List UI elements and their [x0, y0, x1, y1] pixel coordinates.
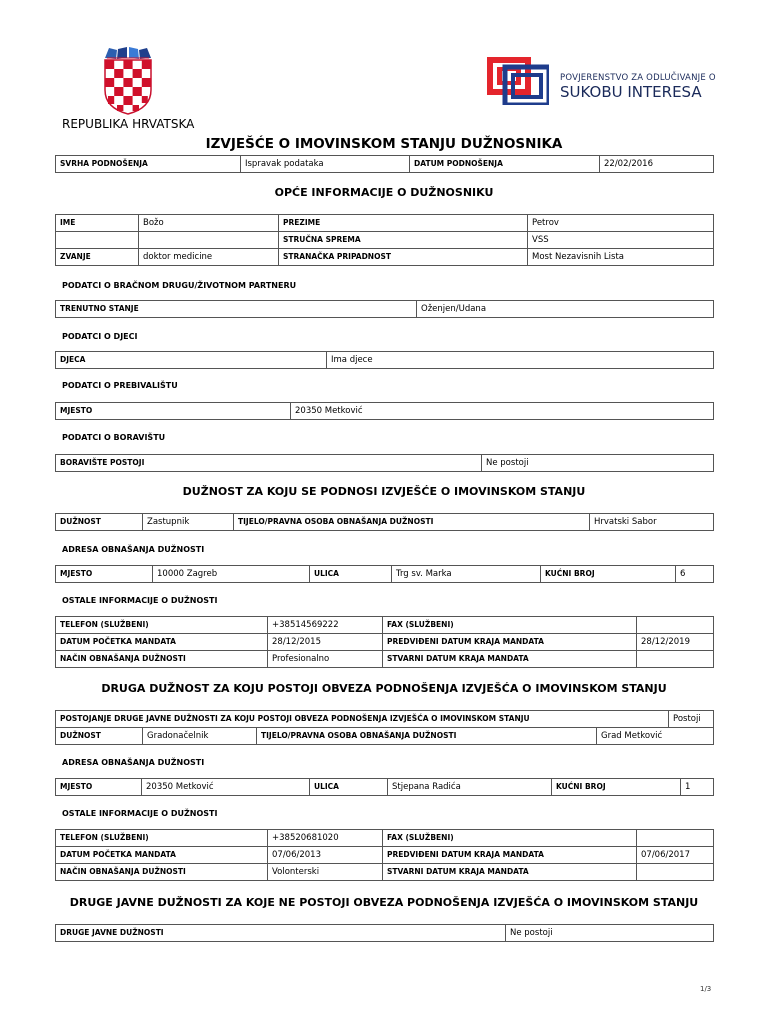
stay-heading: PODATCI O BORAVIŠTU — [62, 433, 166, 442]
children-heading: PODATCI O DJECI — [62, 332, 138, 341]
duty1-nacin-value: Profesionalno — [268, 651, 383, 668]
general-info-heading: OPĆE INFORMACIJE O DUŽNOSNIKU — [274, 186, 494, 199]
duty2-exists-value: Postoji — [669, 711, 714, 728]
duty1-aend-value — [637, 651, 714, 668]
spouse-heading: PODATCI O BRAČNOM DRUGU/ŽIVOTNOM PARTNERU — [62, 281, 297, 290]
duty1-mjesto-value: 10000 Zagreb — [153, 566, 310, 583]
coat-of-arms-logo — [100, 46, 156, 116]
prezime-value: Petrov — [528, 215, 714, 232]
duty1-kbroj-value: 6 — [676, 566, 714, 583]
spouse-table — [55, 300, 714, 318]
duty2-other-table — [55, 829, 714, 881]
duty1-duznost-label: DUŽNOST — [56, 514, 143, 531]
duty2-mjesto-label: MJESTO — [56, 779, 142, 796]
duty1-heading: DUŽNOST ZA KOJU SE PODNOSI IZVJEŠĆE O IMOVINSKOM STANJU — [182, 485, 586, 498]
residence-heading: PODATCI O PREBIVALIŠTU — [62, 381, 178, 390]
duty1-pend-label: PREDVIĐENI DATUM KRAJA MANDATA — [383, 634, 637, 651]
purpose-value: Ispravak podataka — [241, 156, 410, 173]
duty2-pend-value: 07/06/2017 — [637, 847, 714, 864]
duty2-start-value: 07/06/2013 — [268, 847, 383, 864]
duty2-other-heading: OSTALE INFORMACIJE O DUŽNOSTI — [62, 809, 218, 818]
children-table — [55, 351, 714, 369]
agency-name-line1: POVJERENSTVO ZA ODLUČIVANJE O — [560, 73, 716, 83]
duty1-tijelo-label: TIJELO/PRAVNA OSOBA OBNAŠANJA DUŽNOSTI — [234, 514, 590, 531]
duty1-fax-label: FAX (SLUŽBENI) — [383, 617, 637, 634]
zvanje-value: doktor medicine — [139, 249, 279, 266]
duty2-tel-label: TELEFON (SLUŽBENI) — [56, 830, 268, 847]
duty1-start-value: 28/12/2015 — [268, 634, 383, 651]
zvanje-label: ZVANJE — [56, 249, 139, 266]
empty-cell — [139, 232, 279, 249]
duty2-fax-label: FAX (SLUŽBENI) — [383, 830, 637, 847]
purpose-label: SVRHA PODNOŠENJA — [56, 156, 241, 173]
agency-logo — [487, 57, 549, 105]
duty2-tijelo-label: TIJELO/PRAVNA OSOBA OBNAŠANJA DUŽNOSTI — [257, 728, 597, 745]
children-label: DJECA — [56, 352, 327, 369]
duty1-ulica-label: ULICA — [310, 566, 392, 583]
date-label: DATUM PODNOŠENJA — [410, 156, 600, 173]
document-title: IZVJEŠĆE O IMOVINSKOM STANJU DUŽNOSNIKA — [205, 136, 563, 152]
prezime-label: PREZIME — [279, 215, 528, 232]
sprema-value: VSS — [528, 232, 714, 249]
duty2-ulica-value: Stjepana Radića — [388, 779, 552, 796]
ime-label: IME — [56, 215, 139, 232]
duty1-pend-value: 28/12/2019 — [637, 634, 714, 651]
sprema-label: STRUČNA SPREMA — [279, 232, 528, 249]
duty2-start-label: DATUM POČETKA MANDATA — [56, 847, 268, 864]
duty1-fax-value — [637, 617, 714, 634]
date-value: 22/02/2016 — [600, 156, 714, 173]
duty2-duznost-label: DUŽNOST — [56, 728, 143, 745]
other-duties-value: Ne postoji — [506, 925, 714, 942]
duty2-kbroj-value: 1 — [681, 779, 714, 796]
duty2-nacin-label: NAČIN OBNAŠANJA DUŽNOSTI — [56, 864, 268, 881]
residence-table — [55, 402, 714, 420]
duty1-mjesto-label: MJESTO — [56, 566, 153, 583]
duty1-address-heading: ADRESA OBNAŠANJA DUŽNOSTI — [62, 545, 205, 554]
spouse-label: TRENUTNO STANJE — [56, 301, 417, 318]
children-value: Ima djece — [327, 352, 714, 369]
duty2-duznost-value: Gradonačelnik — [143, 728, 257, 745]
duty2-mjesto-value: 20350 Metković — [142, 779, 310, 796]
duty1-tel-value: +38514569222 — [268, 617, 383, 634]
stranka-label: STRANAČKA PRIPADNOST — [279, 249, 528, 266]
stranka-value: Most Nezavisnih Lista — [528, 249, 714, 266]
duty2-tijelo-value: Grad Metković — [597, 728, 714, 745]
other-duties-heading: DRUGE JAVNE DUŽNOSTI ZA KOJE NE POSTOJI OBVEZA PODNOŠENJA IZVJEŠĆA O IMOVINSKOM STANJU — [69, 896, 699, 909]
submission-table — [55, 155, 714, 173]
duty2-aend-label: STVARNI DATUM KRAJA MANDATA — [383, 864, 637, 881]
page-number: 1/3 — [700, 985, 712, 993]
stay-value: Ne postoji — [482, 455, 714, 472]
duty2-ulica-label: ULICA — [310, 779, 388, 796]
stay-label: BORAVIŠTE POSTOJI — [56, 455, 482, 472]
residence-value: 20350 Metković — [291, 403, 714, 420]
ime-value: Božo — [139, 215, 279, 232]
duty1-aend-label: STVARNI DATUM KRAJA MANDATA — [383, 651, 637, 668]
duty2-address-table — [55, 778, 714, 796]
duty1-start-label: DATUM POČETKA MANDATA — [56, 634, 268, 651]
republika-hrvatska-label: REPUBLIKA HRVATSKA — [62, 117, 195, 131]
spouse-value: Oženjen/Udana — [417, 301, 714, 318]
duty2-tel-value: +38520681020 — [268, 830, 383, 847]
duty2-pend-label: PREDVIĐENI DATUM KRAJA MANDATA — [383, 847, 637, 864]
duty2-exists-label: POSTOJANJE DRUGE JAVNE DUŽNOSTI ZA KOJU POSTOJI OBVEZA PODNOŠENJA IZVJEŠĆA O IMOVINSKOM STANJU — [56, 711, 669, 728]
duty1-table — [55, 513, 714, 531]
empty-cell — [56, 232, 139, 249]
agency-name-line2: SUKOBU INTERESA — [560, 83, 702, 101]
duty1-tel-label: TELEFON (SLUŽBENI) — [56, 617, 268, 634]
duty1-duznost-value: Zastupnik — [143, 514, 234, 531]
other-duties-label: DRUGE JAVNE DUŽNOSTI — [56, 925, 506, 942]
general-info-table — [55, 214, 714, 266]
stay-table — [55, 454, 714, 472]
duty2-fax-value — [637, 830, 714, 847]
duty1-tijelo-value: Hrvatski Sabor — [590, 514, 714, 531]
duty2-nacin-value: Volonterski — [268, 864, 383, 881]
duty1-nacin-label: NAČIN OBNAŠANJA DUŽNOSTI — [56, 651, 268, 668]
duty1-address-table — [55, 565, 714, 583]
duty2-aend-value — [637, 864, 714, 881]
duty1-kbroj-label: KUĆNI BROJ — [541, 566, 676, 583]
other-duties-table — [55, 924, 714, 942]
duty2-table — [55, 710, 714, 745]
residence-label: MJESTO — [56, 403, 291, 420]
duty2-address-heading: ADRESA OBNAŠANJA DUŽNOSTI — [62, 758, 205, 767]
duty2-kbroj-label: KUĆNI BROJ — [552, 779, 681, 796]
duty1-other-table — [55, 616, 714, 668]
duty2-heading: DRUGA DUŽNOST ZA KOJU POSTOJI OBVEZA PODNOŠENJA IZVJEŠĆA O IMOVINSKOM STANJU — [101, 682, 667, 695]
duty1-other-heading: OSTALE INFORMACIJE O DUŽNOSTI — [62, 596, 218, 605]
duty1-ulica-value: Trg sv. Marka — [392, 566, 541, 583]
